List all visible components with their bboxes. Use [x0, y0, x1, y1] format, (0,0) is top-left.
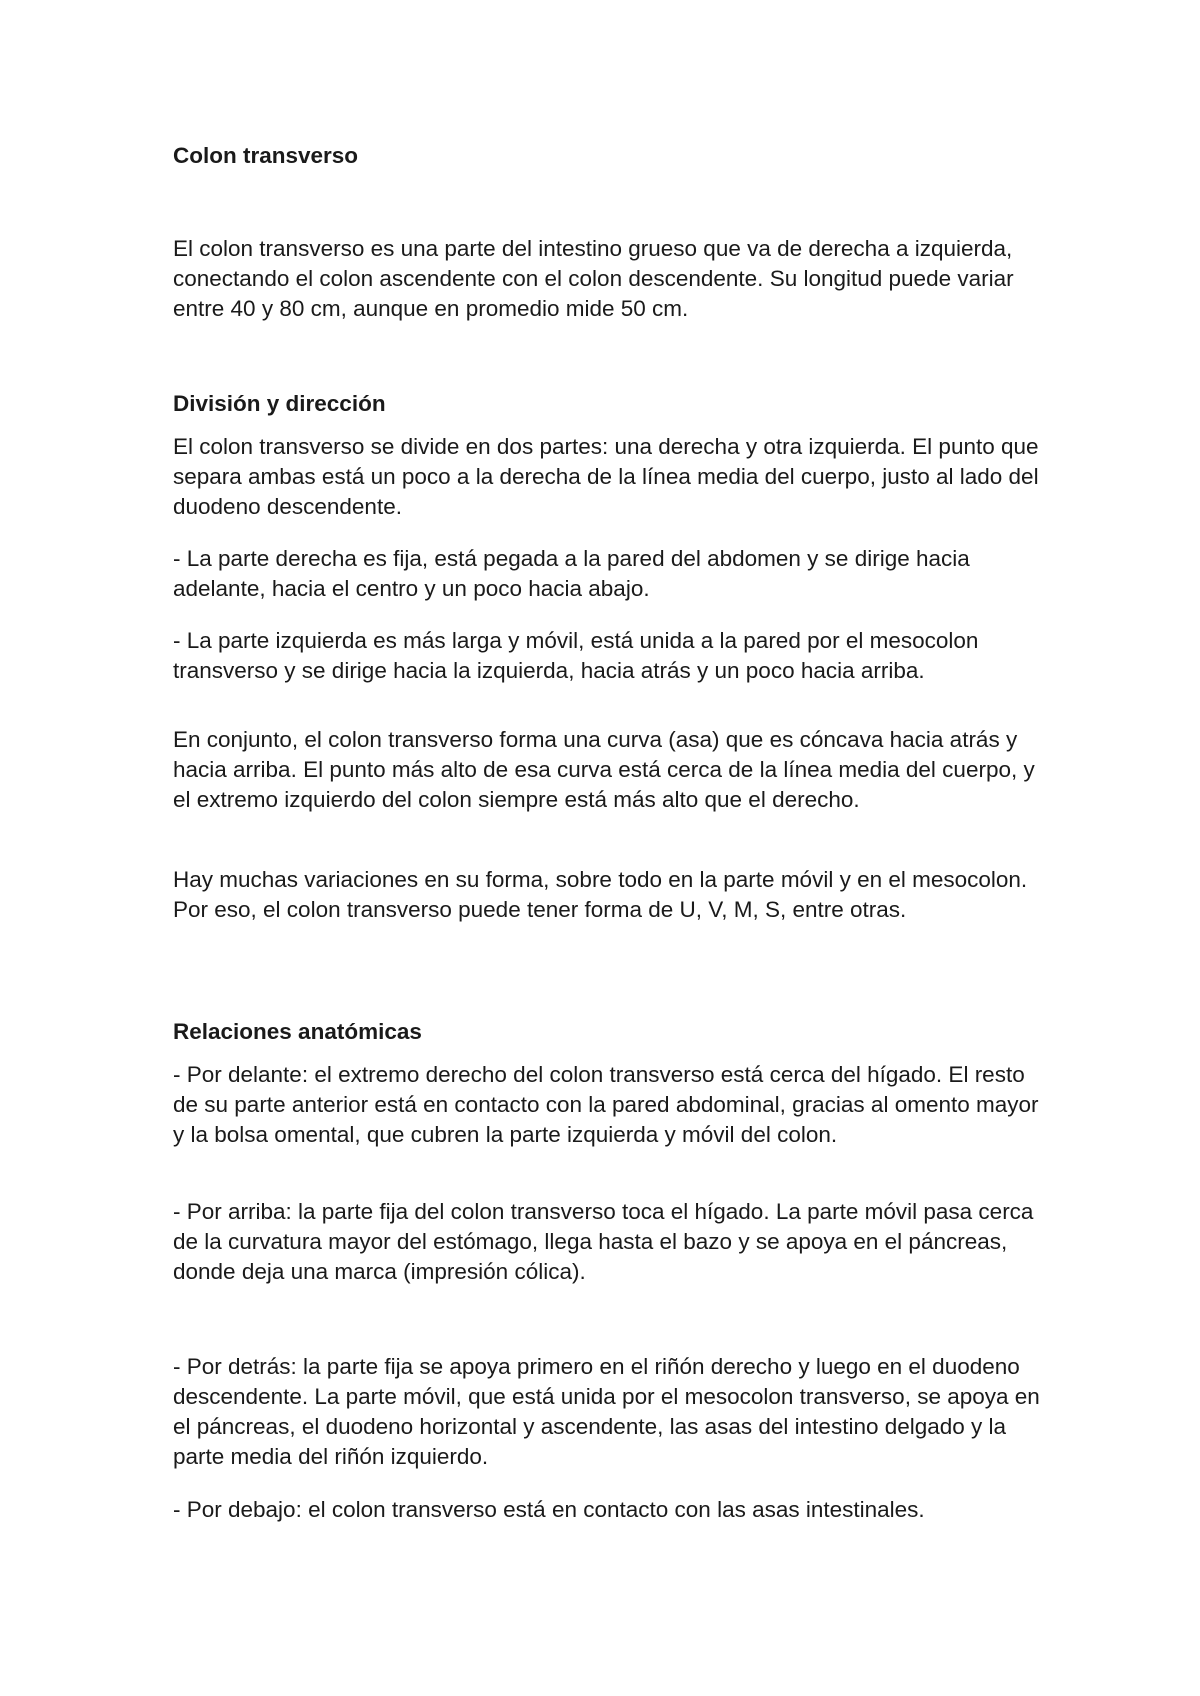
intro-paragraph: El colon transverso es una parte del intestino grueso que va de derecha a izquierda, conectando el colon ascendente con el colon descendente. Su longitud puede variar entre 40 y 80 cm, aunque en promedio mide 50 cm. [173, 236, 1014, 321]
paragraph: - La parte derecha es fija, está pegada a la pared del abdomen y se dirige hacia adelante, hacia el centro y un poco hacia abajo. [173, 546, 970, 601]
paragraph: - Por delante: el extremo derecho del colon transverso está cerca del hígado. El resto de su parte anterior está en contacto con la pared abdominal, gracias al omento mayor y la bolsa omental, que cubren la parte izquierda y móvil del colon. [173, 1062, 1039, 1147]
section-heading-relaciones: Relaciones anatómicas [173, 1019, 422, 1044]
paragraph: - Por debajo: el colon transverso está en contacto con las asas intestinales. [173, 1497, 925, 1522]
page-title: Colon transverso [173, 143, 359, 168]
paragraph: Hay muchas variaciones en su forma, sobre todo en la parte móvil y en el mesocolon. Por eso, el colon transverso puede tener forma de U, V, M, S, entre otras. [173, 867, 1028, 922]
section-heading-division: División y dirección [173, 391, 386, 416]
paragraph: - La parte izquierda es más larga y móvil, está unida a la pared por el mesocolon transverso y se dirige hacia la izquierda, hacia atrás y un poco hacia arriba. [173, 628, 979, 683]
paragraph: En conjunto, el colon transverso forma una curva (asa) que es cóncava hacia atrás y hacia arriba. El punto más alto de esa curva está cerca de la línea media del cuerpo, y el extremo izquierdo del colon siempre está más alto que el derecho. [173, 727, 1035, 812]
paragraph: El colon transverso se divide en dos partes: una derecha y otra izquierda. El punto que separa ambas está un poco a la derecha de la línea media del cuerpo, justo al lado del duodeno descendente. [173, 434, 1039, 519]
paragraph: - Por arriba: la parte fija del colon transverso toca el hígado. La parte móvil pasa cerca de la curvatura mayor del estómago, llega hasta el bazo y se apoya en el páncreas, donde deja una marca (impresión cólica). [173, 1199, 1034, 1284]
paragraph: - Por detrás: la parte fija se apoya primero en el riñón derecho y luego en el duodeno descendente. La parte móvil, que está unida por el mesocolon transverso, se apoya en el páncreas, el duodeno horizontal y ascendente, las asas del intestino delgado y la parte media del riñón izquierdo. [173, 1354, 1040, 1469]
